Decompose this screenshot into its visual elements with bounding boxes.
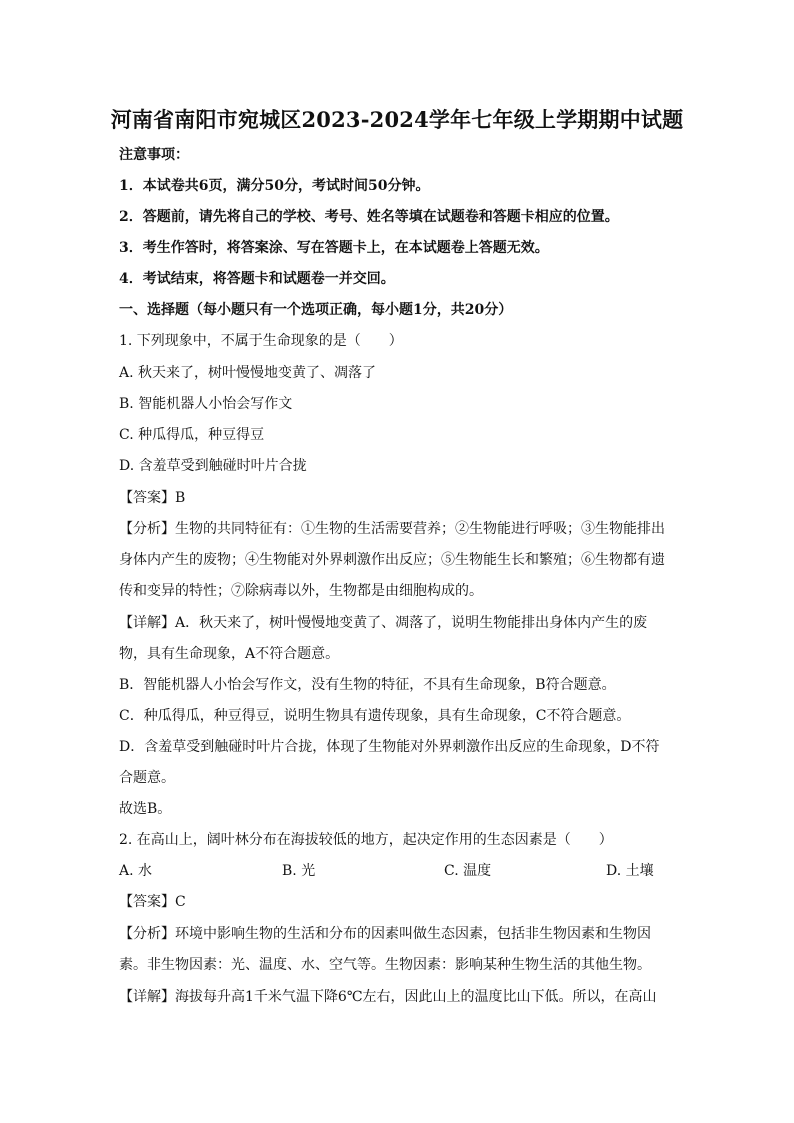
answer-line: 【答案】B <box>119 490 186 506</box>
notice-item: 1．本试卷共6页，满分50分，考试时间50分钟。 <box>119 178 430 194</box>
detail-line: D．含羞草受到触碰时叶片合拢，体现了生物能对外界刺激作出反应的生命现象，D不符 <box>119 739 660 755</box>
detail-line: B．智能机器人小怡会写作文，没有生物的特征，不具有生命现象，B符合题意。 <box>119 677 616 693</box>
analysis-line: 身体内产生的废物；④生物能对外界刺激作出反应；⑤生物能生长和繁殖；⑥生物都有遗 <box>119 552 665 568</box>
detail-line: 物，具有生命现象，A不符合题意。 <box>119 646 340 662</box>
question-option: B. 光 <box>282 863 316 879</box>
answer-line: 【答案】C <box>119 894 186 910</box>
analysis-line: 传和变异的特性；⑦除病毒以外，生物都是由细胞构成的。 <box>119 583 483 599</box>
question-option: A. 秋天来了，树叶慢慢地变黄了、凋落了 <box>119 365 377 381</box>
question-option: D. 土壤 <box>606 863 654 879</box>
question-stem: 1. 下列现象中，不属于生命现象的是（ ） <box>119 333 403 349</box>
detail-line: C．种瓜得瓜，种豆得豆，说明生物具有遗传现象，具有生命现象，C不符合题意。 <box>119 708 631 724</box>
detail-line: 合题意。 <box>119 770 175 786</box>
notice-item: 2．答题前，请先将自己的学校、考号、姓名等填在试题卷和答题卡相应的位置。 <box>119 209 619 225</box>
question-option: C. 温度 <box>444 863 492 879</box>
question-option: A. 水 <box>119 863 153 879</box>
section-heading: 一、选择题（每小题只有一个选项正确，每小题1分，共20分） <box>119 302 513 318</box>
detail-line: 【详解】海拔每升高1千米气温下降6℃左右，因此山上的温度比山下低。所以，在高山 <box>119 989 657 1005</box>
page-title: 河南省南阳市宛城区2023-2024学年七年级上学期期中试题 <box>110 107 684 132</box>
analysis-line: 【分析】环境中影响生物的生活和分布的因素叫做生态因素，包括非生物因素和生物因 <box>119 926 651 942</box>
notice-item: 3．考生作答时，将答案涂、写在答题卡上，在本试题卷上答题无效。 <box>119 240 549 256</box>
notice-item: 4．考试结束，将答题卡和试题卷一并交回。 <box>119 271 395 287</box>
analysis-line: 素。非生物因素：光、温度、水、空气等。生物因素：影响某种生物生活的其他生物。 <box>119 957 651 973</box>
analysis-line: 【分析】生物的共同特征有：①生物的生活需要营养；②生物能进行呼吸；③生物能排出 <box>119 521 665 537</box>
detail-line: 故选B。 <box>119 801 172 817</box>
notice-heading: 注意事项： <box>119 147 189 163</box>
question-option: D. 含羞草受到触碰时叶片合拢 <box>119 458 307 474</box>
question-option: B. 智能机器人小怡会写作文 <box>119 396 293 412</box>
question-stem: 2. 在高山上，阔叶林分布在海拔较低的地方，起决定作用的生态因素是（ ） <box>119 832 613 848</box>
detail-line: 【详解】A．秋天来了，树叶慢慢地变黄了、凋落了，说明生物能排出身体内产生的废 <box>119 615 648 631</box>
question-option: C. 种瓜得瓜，种豆得豆 <box>119 427 265 443</box>
